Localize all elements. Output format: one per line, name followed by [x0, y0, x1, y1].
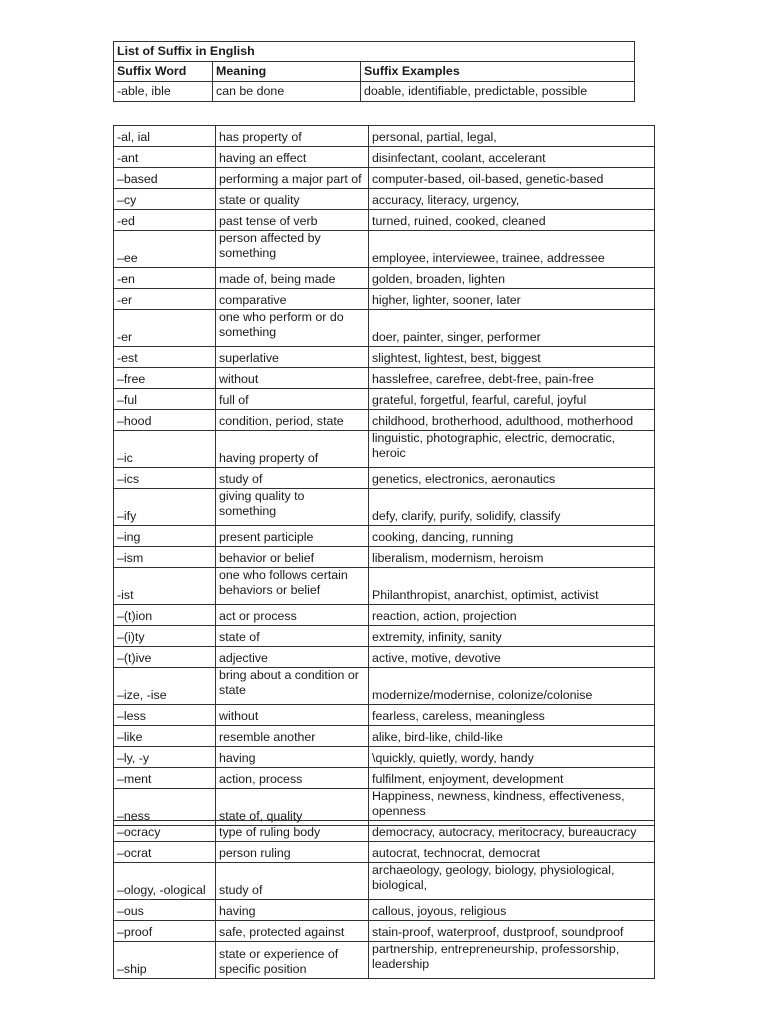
examples-cell: grateful, forgetful, fearful, careful, joyful: [369, 389, 655, 410]
suffix-cell: –ics: [114, 468, 216, 489]
meaning-cell: state of: [216, 626, 369, 647]
examples-cell: defy, clarify, purify, solidify, classify: [369, 489, 655, 526]
examples-cell: liberalism, modernism, heroism: [369, 547, 655, 568]
suffix-cell: -ist: [114, 568, 216, 605]
table-row: [114, 126, 655, 147]
meaning-cell: having: [216, 900, 369, 921]
suffix-cell: –ic: [114, 431, 216, 468]
meaning-cell: having property of: [216, 431, 369, 468]
suffix-cell: –like: [114, 726, 216, 747]
table-row: [114, 547, 655, 568]
meaning-cell: present participle: [216, 526, 369, 547]
suffix-cell: –ment: [114, 768, 216, 789]
suffix-cell: –(t)ion: [114, 605, 216, 626]
examples-cell: disinfectant, coolant, accelerant: [369, 147, 655, 168]
examples-cell: doable, identifiable, predictable, possible: [361, 82, 635, 102]
meaning-cell: state of, quality: [216, 789, 369, 826]
column-header-row: [114, 62, 635, 82]
examples-cell: reaction, action, projection: [369, 605, 655, 626]
table-row: [114, 668, 655, 705]
examples-cell: turned, ruined, cooked, cleaned: [369, 210, 655, 231]
table-row: [114, 568, 655, 605]
table-title: List of Suffix in English: [114, 42, 635, 62]
meaning-cell: person affected by something: [216, 231, 369, 268]
meaning-cell: state or experience of specific position: [216, 942, 369, 979]
table-row: [114, 921, 655, 942]
table-row: [114, 626, 655, 647]
table-row: [114, 526, 655, 547]
table-row: [114, 842, 655, 863]
examples-cell: fulfilment, enjoyment, development: [369, 768, 655, 789]
examples-cell: Happiness, newness, kindness, effectiveness, openness: [369, 789, 655, 826]
meaning-cell: without: [216, 705, 369, 726]
meaning-cell: has property of: [216, 126, 369, 147]
table-row: [114, 705, 655, 726]
examples-cell: modernize/modernise, colonize/colonise: [369, 668, 655, 705]
meaning-cell: act or process: [216, 605, 369, 626]
suffix-cell: –based: [114, 168, 216, 189]
examples-cell: archaeology, geology, biology, physiological, biological,: [369, 863, 655, 900]
meaning-cell: without: [216, 368, 369, 389]
meaning-cell: having an effect: [216, 147, 369, 168]
table-row: [114, 168, 655, 189]
examples-cell: fearless, careless, meaningless: [369, 705, 655, 726]
examples-cell: \quickly, quietly, wordy, handy: [369, 747, 655, 768]
title-row: [114, 42, 635, 62]
meaning-cell: performing a major part of: [216, 168, 369, 189]
table-row: [114, 821, 655, 842]
meaning-cell: having: [216, 747, 369, 768]
suffix-cell: -al, ial: [114, 126, 216, 147]
meaning-cell: can be done: [213, 82, 361, 102]
table-row: [114, 647, 655, 668]
examples-cell: autocrat, technocrat, democrat: [369, 842, 655, 863]
table-row: [114, 942, 655, 979]
meaning-cell: one who follows certain behaviors or belief: [216, 568, 369, 605]
suffix-cell: –ocrat: [114, 842, 216, 863]
meaning-cell: condition, period, state: [216, 410, 369, 431]
suffix-cell: –ing: [114, 526, 216, 547]
examples-cell: stain-proof, waterproof, dustproof, soundproof: [369, 921, 655, 942]
examples-cell: childhood, brotherhood, adulthood, motherhood: [369, 410, 655, 431]
suffix-cell: -er: [114, 289, 216, 310]
suffix-cell: -ed: [114, 210, 216, 231]
table-row: [114, 768, 655, 789]
table-row: [114, 289, 655, 310]
examples-cell: higher, lighter, sooner, later: [369, 289, 655, 310]
column-header-meaning: Meaning: [213, 62, 361, 82]
table-row: [114, 231, 655, 268]
suffix-table-main: [113, 125, 655, 826]
suffix-cell: –ful: [114, 389, 216, 410]
suffix-cell: –ee: [114, 231, 216, 268]
meaning-cell: resemble another: [216, 726, 369, 747]
suffix-cell: –ism: [114, 547, 216, 568]
examples-cell: callous, joyous, religious: [369, 900, 655, 921]
examples-cell: hasslefree, carefree, debt-free, pain-free: [369, 368, 655, 389]
meaning-cell: giving quality to something: [216, 489, 369, 526]
meaning-cell: study of: [216, 863, 369, 900]
suffix-cell: –ocracy: [114, 821, 216, 842]
column-header-suffix-word: Suffix Word: [114, 62, 213, 82]
meaning-cell: made of, being made: [216, 268, 369, 289]
examples-cell: linguistic, photographic, electric, democratic, heroic: [369, 431, 655, 468]
table-row: [114, 310, 655, 347]
examples-cell: doer, painter, singer, performer: [369, 310, 655, 347]
table-row: [114, 747, 655, 768]
meaning-cell: adjective: [216, 647, 369, 668]
table-row: [114, 863, 655, 900]
suffix-cell: -est: [114, 347, 216, 368]
examples-cell: personal, partial, legal,: [369, 126, 655, 147]
examples-cell: extremity, infinity, sanity: [369, 626, 655, 647]
table-row: [114, 189, 655, 210]
suffix-cell: -er: [114, 310, 216, 347]
suffix-cell: –ous: [114, 900, 216, 921]
suffix-table-continued: [113, 820, 655, 979]
table-row: [114, 210, 655, 231]
examples-cell: computer-based, oil-based, genetic-based: [369, 168, 655, 189]
table-row: [114, 726, 655, 747]
meaning-cell: bring about a condition or state: [216, 668, 369, 705]
suffix-cell: –ship: [114, 942, 216, 979]
table-row: [114, 431, 655, 468]
table-row: [114, 389, 655, 410]
suffix-cell: -able, ible: [114, 82, 213, 102]
suffix-cell: –ify: [114, 489, 216, 526]
suffix-cell: -ant: [114, 147, 216, 168]
suffix-cell: –ness: [114, 789, 216, 826]
suffix-cell: –(t)ive: [114, 647, 216, 668]
suffix-cell: –cy: [114, 189, 216, 210]
meaning-cell: safe, protected against: [216, 921, 369, 942]
table-row: [114, 268, 655, 289]
suffix-cell: –(i)ty: [114, 626, 216, 647]
suffix-cell: –free: [114, 368, 216, 389]
suffix-cell: –less: [114, 705, 216, 726]
suffix-cell: –ology, -ological: [114, 863, 216, 900]
suffix-header-table: [113, 41, 635, 102]
examples-cell: cooking, dancing, running: [369, 526, 655, 547]
meaning-cell: study of: [216, 468, 369, 489]
suffix-cell: –proof: [114, 921, 216, 942]
column-header-suffix-examples: Suffix Examples: [361, 62, 635, 82]
examples-cell: alike, bird-like, child-like: [369, 726, 655, 747]
meaning-cell: comparative: [216, 289, 369, 310]
examples-cell: Philanthropist, anarchist, optimist, activist: [369, 568, 655, 605]
table-row: [114, 347, 655, 368]
meaning-cell: one who perform or do something: [216, 310, 369, 347]
table-row: [114, 900, 655, 921]
examples-cell: partnership, entrepreneurship, professorship, leadership: [369, 942, 655, 979]
examples-cell: accuracy, literacy, urgency,: [369, 189, 655, 210]
meaning-cell: full of: [216, 389, 369, 410]
table-row: [114, 489, 655, 526]
suffix-cell: –ize, -ise: [114, 668, 216, 705]
examples-cell: genetics, electronics, aeronautics: [369, 468, 655, 489]
meaning-cell: type of ruling body: [216, 821, 369, 842]
meaning-cell: behavior or belief: [216, 547, 369, 568]
meaning-cell: superlative: [216, 347, 369, 368]
meaning-cell: action, process: [216, 768, 369, 789]
table-row: [114, 82, 635, 102]
table-row: [114, 368, 655, 389]
examples-cell: golden, broaden, lighten: [369, 268, 655, 289]
meaning-cell: state or quality: [216, 189, 369, 210]
table-row: [114, 605, 655, 626]
examples-cell: active, motive, devotive: [369, 647, 655, 668]
examples-cell: democracy, autocracy, meritocracy, bureaucracy: [369, 821, 655, 842]
meaning-cell: person ruling: [216, 842, 369, 863]
examples-cell: employee, interviewee, trainee, addressee: [369, 231, 655, 268]
suffix-cell: -en: [114, 268, 216, 289]
examples-cell: slightest, lightest, best, biggest: [369, 347, 655, 368]
meaning-cell: past tense of verb: [216, 210, 369, 231]
table-row: [114, 468, 655, 489]
suffix-cell: –hood: [114, 410, 216, 431]
suffix-cell: –ly, -y: [114, 747, 216, 768]
table-row: [114, 147, 655, 168]
table-row: [114, 410, 655, 431]
